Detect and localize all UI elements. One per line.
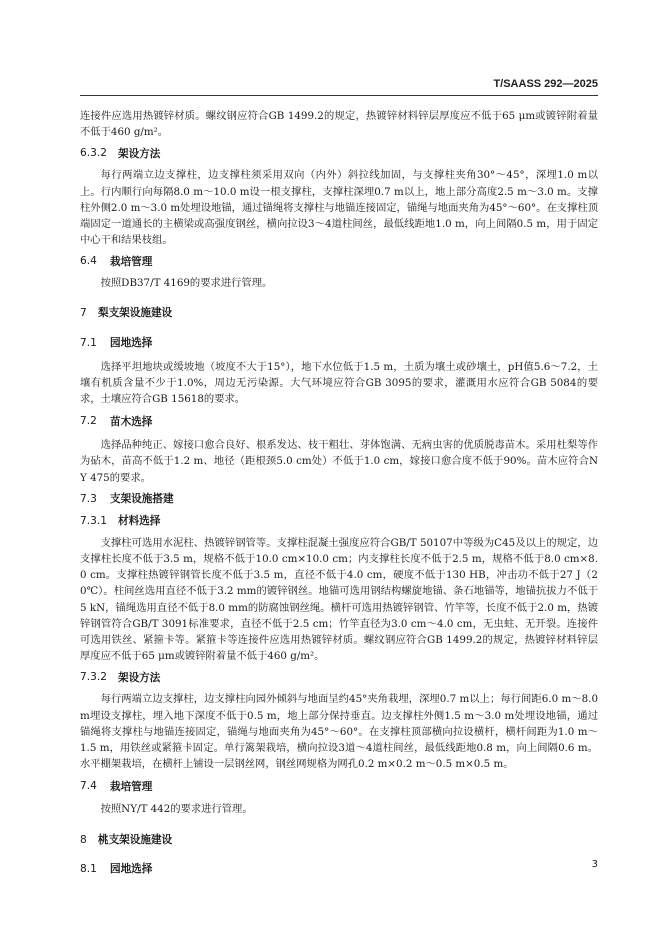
section-title: 栽培管理: [110, 780, 153, 793]
section-number: 7.3.2: [80, 671, 107, 684]
section-title: 梨支架设施建设: [98, 307, 173, 320]
document-body: [80, 108, 598, 877]
section-number: 7.3.1: [80, 514, 107, 527]
section-number: 6.4: [80, 255, 97, 268]
section-number: 7.2: [80, 415, 97, 428]
section-heading: [80, 669, 598, 685]
section-heading: [80, 253, 598, 269]
section-heading: [80, 335, 598, 351]
section-heading: [80, 513, 598, 529]
paragraph: 每行两端立边支撑柱，边支撑柱须采用双向（内外）斜拉线加固，与支撑柱夹角30°～45°，深埋1.0 m以上。行内顺行向每隔8.0 m～10.0 m设一根支撑柱，支撑柱深埋0.7 m以上，地上部分高度2.5 m～3.0 m。支撑柱外侧2.0 m～3.0 m处埋设地锚，通过锚绳将支撑柱与地锚连接固定，锚绳与地面夹角为45°～60°。在支撑柱顶端固定一道通长的主横梁或高强度钢丝，横向拉设3～4道柱间丝，最低线距地1.0 m，向上间隔0.5 m，用于固定中心干和结果枝组。: [80, 169, 598, 247]
header-rule: [80, 95, 598, 96]
paragraph: 按照DB37/T 4169的要求进行管理。: [100, 277, 273, 290]
section-heading: [80, 491, 598, 507]
section-title: 桃支架设施建设: [98, 834, 173, 847]
section-heading: [80, 305, 598, 321]
section-title: 栽培管理: [110, 255, 153, 268]
section-heading: [80, 413, 598, 429]
paragraph: 连接件应选用热镀锌材质。螺纹钢应符合GB 1499.2的规定，热镀锌材料锌层厚度应不低于65 μm或镀锌附着量不低于460 g/m²。: [80, 110, 598, 139]
section-title: 材料选择: [118, 515, 161, 528]
section-number: 6.3.2: [80, 147, 107, 160]
paragraph: 选择平坦地块或缓坡地（坡度不大于15°），地下水位低于1.5 m，土质为壤土或砂壤土，pH值5.6～7.2，土壤有机质含量不少于1.0%，周边无污染源。大气环境应符合GB 3095的要求，灌溉用水应符合GB 5084的要求，土壤应符合GB 15618的要求。: [80, 360, 598, 406]
section-heading: [80, 145, 598, 161]
section-number: 7.3: [80, 492, 97, 505]
section-title: 架设方法: [118, 147, 161, 160]
section-number: 7.4: [80, 780, 97, 793]
section-heading: [80, 861, 598, 877]
section-heading: [80, 778, 598, 794]
section-title: 支架设施搭建: [110, 493, 174, 506]
section-number: 7: [80, 306, 87, 319]
section-number: 8.1: [80, 862, 97, 875]
section-heading: [80, 832, 598, 848]
section-title: 苗木选择: [110, 415, 153, 428]
paragraph: 按照NY/T 442的要求进行管理。: [100, 803, 253, 816]
page-number: 3: [591, 859, 598, 870]
standard-code: T/SAASS 292—2025: [493, 78, 598, 90]
section-title: 园地选择: [110, 863, 153, 876]
paragraph: 选择品种纯正、嫁接口愈合良好、根系发达、枝干粗壮、芽体饱满、无病虫害的优质脱毒苗木。采用杜梨等作为砧木，苗高不低于1.2 m、地径（距根颈5.0 cm处）不低于1.0 cm，嫁接口愈合度不低于90%。苗木应符合NY 475的要求。: [80, 439, 598, 484]
section-number: 8: [80, 833, 87, 846]
section-title: 架设方法: [118, 671, 161, 684]
paragraph: 每行两端立边支撑柱，边支撑柱向园外倾斜与地面呈约45°夹角栽埋，深埋0.7 m以上；每行间距6.0 m～8.0 m埋设支撑柱，埋入地下深度不低于0.5 m，地上部分保持垂直。边支撑柱外侧1.5 m～3.0 m处埋设地锚，通过锚绳将支撑柱与地锚连接固定，锚绳与地面夹角为45°～60°。在支撑柱顶部横向拉设横杆，横杆间距为1.0 m～1.5 m，用铁丝或紧箍卡固定。单行篱架栽培，横向拉设3道～4道柱间丝，最低线距地0.8 m，向上间隔0.6 m。水平棚架栽培，在横杆上铺设一层钢丝网，钢丝网规格为网孔0.2 m×0.2 m～0.5 m×0.5 m。: [80, 693, 598, 771]
section-number: 7.1: [80, 336, 97, 349]
paragraph: 支撑柱可选用水泥柱、热镀锌钢管等。支撑柱混凝土强度应符合GB/T 50107中等级为C45及以上的规定，边支撑柱长度不低于3.5 m，规格不低于10.0 cm×10.0 cm；内支撑柱长度不低于2.5 m，规格不低于8.0 cm×8.0 cm。支撑柱热镀锌钢管长度不低于3.5 m，直径不低于4.0 cm，硬度不低于130 HB，冲击功不低于27 J（20℃）。柱间丝选用直径不低于3.2 mm的镀锌钢丝。地锚可选用钢结构螺旋地锚、条石地锚等，地锚抗拔力不低于5 kN，锚绳选用直径不低于8.0 mm的防腐蚀钢丝绳。横杆可选用热镀锌钢管、竹竿等，长度不低于2.0 m，热镀锌钢管符合GB/T 3091标准要求，直径不低于2.5 cm；竹竿直径为3.0 cm～4.0 cm，无虫蛀、无开裂。连接件可选用铁丝、紧箍卡等。紧箍卡等连接件应选用热镀锌材质。螺纹钢应符合GB 1499.2的规定，热镀锌材料锌层厚度应不低于65 μm或镀锌附着量不低于460 g/m²。: [80, 536, 598, 663]
section-title: 园地选择: [110, 337, 153, 350]
